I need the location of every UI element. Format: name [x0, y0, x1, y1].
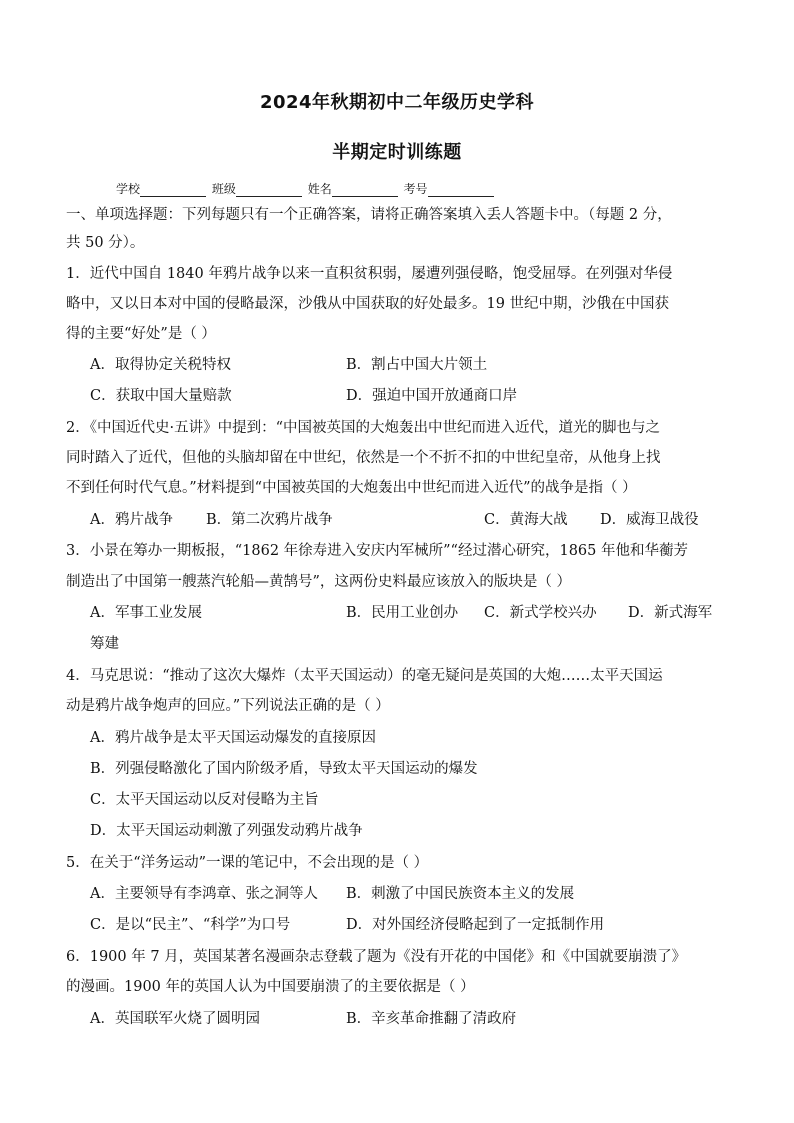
q1-stem-2: 略中，又以日本对中国的侵略最深，沙俄从中国获取的好处最多。19 世纪中期，沙俄在中国获: [66, 296, 670, 312]
section-instruction: 一、单项选择题：下列每题只有一个正确答案，请将正确答案填入丢人答题卡中。（每题 2 分，: [66, 207, 672, 223]
q3-stem-1: 3．小景在筹办一期板报，“1862 年徐寿进入安庆内军械所”“经过潜心研究，1865 年他和华蘅芳: [66, 543, 688, 559]
q5-option-c[interactable]: C．是以“民主”、“科学”为口号: [90, 917, 291, 933]
q1-option-b[interactable]: B．割占中国大片领土: [346, 357, 488, 373]
exam-subtitle: 半期定时训练题: [332, 142, 462, 163]
q1-option-a[interactable]: A．取得协定关税特权: [90, 357, 231, 373]
q2-option-b[interactable]: B．第二次鸦片战争: [206, 512, 333, 528]
q4-stem-1: 4．马克思说：“推动了这次大爆炸（太平天国运动）的毫无疑问是英国的大炮……太平天国运: [66, 668, 663, 684]
q2-option-a[interactable]: A．鸦片战争: [90, 512, 173, 528]
q5-option-d[interactable]: D．对外国经济侵略起到了一定抵制作用: [346, 917, 605, 933]
q4-stem-2: 动是鸦片战争炮声的回应。”下列说法正确的是（ ）: [66, 698, 390, 714]
q1-option-d[interactable]: D．强迫中国开放通商口岸: [346, 388, 518, 404]
q6-option-b[interactable]: B．辛亥革命推翻了清政府: [346, 1011, 517, 1027]
name-blank[interactable]: [332, 184, 398, 197]
q3-option-a[interactable]: A．军事工业发展: [90, 605, 202, 621]
school-blank[interactable]: [140, 184, 206, 197]
q2-option-d[interactable]: D．威海卫战役: [600, 512, 699, 528]
q3-option-d-cont: 筹建: [90, 636, 119, 652]
q2-stem-1: 2．《中国近代史·五讲》中提到：“中国被英国的大炮轰出中世纪而进入近代，道光的脚也与之: [66, 420, 660, 436]
school-label: 学校: [116, 182, 141, 196]
q4-option-a[interactable]: A．鸦片战争是太平天国运动爆发的直接原因: [90, 730, 376, 746]
q6-stem-1: 6．1900 年 7 月，英国某著名漫画杂志登载了题为《没有开花的中国佬》和《中国就要崩溃了》: [66, 949, 687, 965]
q6-option-a[interactable]: A．英国联军火烧了圆明园: [90, 1011, 260, 1027]
q3-option-d[interactable]: D．新式海军: [628, 605, 713, 621]
q2-stem-2: 同时踏入了近代，但他的头脑却留在中世纪，依然是一个不折不扣的中世纪皇帝，从他身上找: [66, 450, 661, 466]
name-label: 姓名: [307, 182, 332, 196]
q1-stem-1: 1．近代中国自 1840 年鸦片战争以来一直积贫积弱，屡遭列强侵略，饱受屈辱。在列强对华侵: [66, 266, 673, 282]
q4-option-d[interactable]: D．太平天国运动刺激了列强发动鸦片战争: [90, 823, 363, 839]
q2-stem-3: 不到任何时代气息。”材料提到“中国被英国的大炮轰出中世纪而进入近代”的战争是指（ ）: [66, 480, 637, 496]
exam-title: 2024年秋期初中二年级历史学科: [259, 92, 535, 113]
q1-option-c[interactable]: C．获取中国大量赔款: [90, 388, 232, 404]
q1-stem-3: 得的主要“好处”是（ ）: [66, 326, 216, 342]
exam-no-label: 考号: [403, 182, 428, 196]
q3-option-b[interactable]: B．民用工业创办: [346, 605, 459, 621]
class-blank[interactable]: [236, 184, 302, 197]
q2-option-c[interactable]: C．黄海大战: [484, 512, 568, 528]
exam-no-blank[interactable]: [428, 184, 494, 197]
q4-option-c[interactable]: C．太平天国运动以反对侵略为主旨: [90, 792, 319, 808]
class-label: 班级: [211, 182, 236, 196]
q5-stem-1: 5．在关于“洋务运动”一课的笔记中，不会出现的是（ ）: [66, 855, 429, 871]
q3-stem-2: 制造出了中国第一艘蒸汽轮船—黄鹄号”，这两份史料最应该放入的版块是（ ）: [66, 574, 572, 590]
section-instruction-cont: 共 50 分）。: [66, 235, 145, 251]
q4-option-b[interactable]: B．列强侵略激化了国内阶级矛盾，导致太平天国运动的爆发: [90, 761, 478, 777]
q3-option-c[interactable]: C．新式学校兴办: [484, 605, 597, 621]
q5-option-b[interactable]: B．刺激了中国民族资本主义的发展: [346, 886, 575, 902]
student-info-line: [116, 180, 496, 197]
q5-option-a[interactable]: A．主要领导有李鸿章、张之洞等人: [90, 886, 318, 902]
q6-stem-2: 的漫画。1900 年的英国人认为中国要崩溃了的主要依据是（ ）: [66, 979, 475, 995]
